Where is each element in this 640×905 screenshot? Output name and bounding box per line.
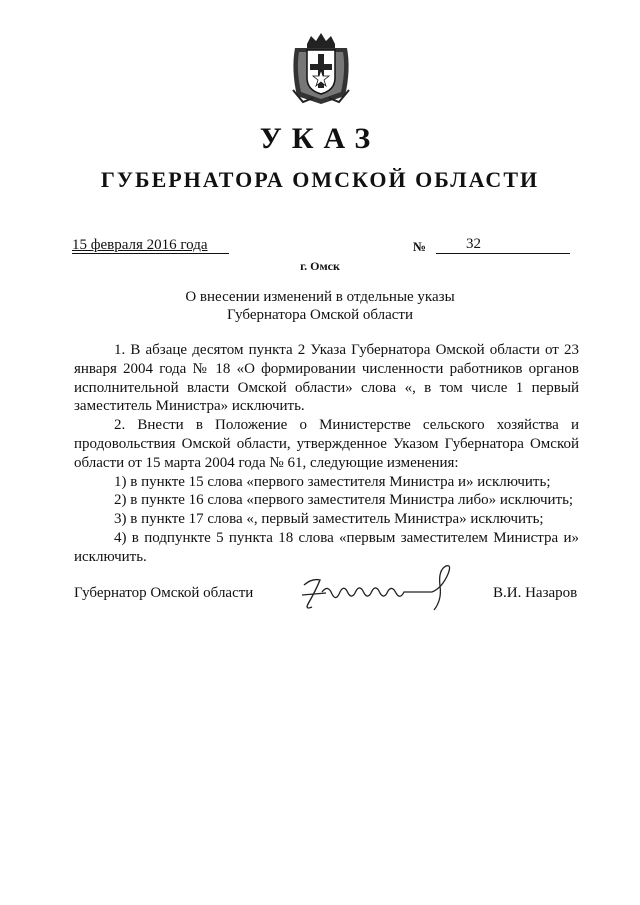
handwritten-signature xyxy=(292,560,467,615)
decree-number: 32 xyxy=(466,236,481,252)
document-title: УКАЗ xyxy=(259,122,381,155)
paragraph: 2. Внести в Положение о Министерстве сельского хозяйства и продовольствия Омской области, утвержденное Указом Губернатора Омской области от 15 марта 2004 года № 61, следующие изменения: xyxy=(74,417,579,471)
signatory-position: Губернатор Омской области xyxy=(74,585,254,601)
subject-line-1: О внесении изменений в отдельные указы xyxy=(185,289,455,305)
paragraph: 4) в подпункте 5 пункта 18 слова «первым заместителем Министра и» исключить. xyxy=(74,529,579,565)
paragraph: 3) в пункте 17 слова «, первый заместитель Министра» исключить; xyxy=(114,511,544,528)
city: г. Омск xyxy=(300,259,340,273)
decree-date: 15 февраля 2016 года xyxy=(72,237,208,253)
number-label: № xyxy=(413,239,427,254)
decree-subject xyxy=(120,288,520,324)
decree-body xyxy=(74,341,579,567)
number-underline xyxy=(436,253,570,254)
paragraph: 1) в пункте 15 слова «первого заместителя Министра и» исключить; xyxy=(114,473,551,490)
paragraph: 2) в пункте 16 слова «первого заместителя Министра либо» исключить; xyxy=(114,492,574,509)
coat-of-arms-icon xyxy=(289,30,353,106)
paragraph: 1. В абзаце десятом пункта 2 Указа Губернатора Омской области от 23 января 2004 года № 18 «О формировании численности работников органов исполнительной власти Омской области» слова «, в том числе 1 первый заместитель Министра» исключить. xyxy=(74,342,579,415)
signatory-name: В.И. Назаров xyxy=(493,585,578,601)
document-subtitle: ГУБЕРНАТОРА ОМСКОЙ ОБЛАСТИ xyxy=(100,167,540,192)
date-underline xyxy=(72,253,229,254)
subject-line-2: Губернатора Омской области xyxy=(227,307,413,323)
